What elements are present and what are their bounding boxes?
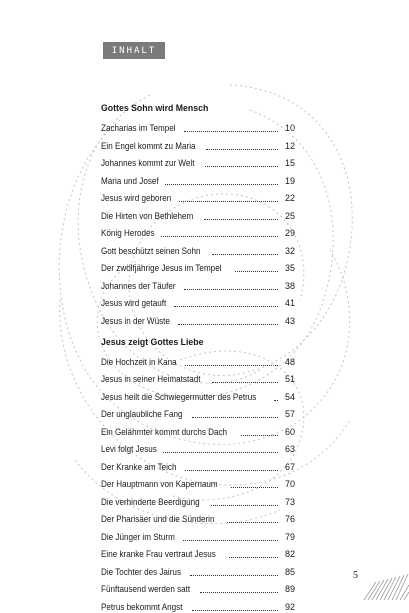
toc-entry-page: 38 (284, 280, 295, 291)
toc-entry[interactable] (101, 274, 295, 292)
toc-entry[interactable] (101, 169, 295, 187)
toc-entry[interactable] (101, 152, 295, 170)
toc-entry[interactable] (101, 490, 295, 508)
section-title: Jesus zeigt Gottes Liebe (101, 336, 204, 348)
toc-entry-title: Jesus in seiner Heimatstadt (101, 374, 201, 384)
toc-entry[interactable] (101, 222, 295, 240)
toc-entry[interactable] (101, 473, 295, 491)
toc-entry[interactable] (101, 292, 295, 310)
toc-entry-page: 41 (284, 298, 295, 308)
toc-entry-title: Johannes der Täufer (101, 280, 176, 291)
dot-leader (235, 271, 278, 272)
toc-entry-page: 12 (284, 140, 295, 151)
toc-entry-title: Der Kranke am Teich (101, 461, 177, 472)
hatch-corner-decoration (362, 568, 409, 600)
dot-leader (161, 236, 278, 237)
toc-entry-title: Die Hirten von Bethlehem (101, 210, 194, 221)
toc-entry[interactable] (101, 134, 295, 152)
toc-entry[interactable] (101, 368, 295, 386)
toc-entry-page: 54 (284, 391, 295, 402)
toc-entry-page: 35 (284, 263, 295, 273)
toc-entry[interactable] (101, 578, 295, 596)
section-title: Gottes Sohn wird Mensch (101, 103, 209, 114)
toc-entry-title: Der zwölfjährige Jesus im Tempel (101, 263, 222, 273)
toc-entry-title: Fünftausend werden satt (101, 584, 191, 594)
toc-entry-page: 48 (284, 356, 295, 367)
toc-entry-page: 51 (284, 374, 295, 384)
dot-leader (206, 149, 278, 150)
dot-leader (192, 417, 278, 418)
toc-entry-page: 43 (284, 315, 295, 326)
toc-entry-page: 70 (284, 479, 295, 489)
dot-leader (174, 306, 278, 307)
toc-entry-page: 67 (284, 461, 295, 472)
toc-entry-title: Johannes kommt zur Welt (101, 158, 195, 168)
toc-entry-title: Jesus in der Wüste (101, 315, 170, 326)
dot-leader (190, 575, 278, 576)
toc-entry[interactable] (101, 403, 295, 421)
toc-entry[interactable] (101, 525, 295, 543)
toc-entry-title: Die Jünger im Sturm (101, 531, 175, 542)
toc-entry-page: 82 (284, 549, 295, 559)
dot-leader (212, 254, 278, 255)
toc-entry[interactable] (101, 455, 295, 473)
toc-entry-page: 10 (284, 123, 295, 133)
toc-entry-page: 89 (284, 584, 295, 594)
toc-entry-title: Die Tochter des Jairus (101, 566, 181, 577)
toc-entry-page: 92 (284, 601, 295, 612)
dot-leader (183, 540, 278, 541)
toc-entry-title: Die verhinderte Beerdigung (101, 496, 200, 507)
toc-entry[interactable] (101, 560, 295, 578)
toc-entry[interactable] (101, 508, 295, 526)
toc-entry-page: 29 (284, 228, 295, 238)
dot-leader (204, 219, 278, 220)
toc-entry-page: 32 (284, 245, 295, 256)
toc-entry-title: Jesus heilt die Schwiegermutter des Petrus (101, 391, 257, 402)
toc-entry-title: Maria und Josef (101, 175, 159, 186)
dot-leader (241, 435, 278, 436)
dot-leader (227, 522, 278, 523)
toc-entry-page: 15 (284, 158, 295, 168)
toc-entry-title: Ein Engel kommt zu Maria (101, 140, 196, 151)
page-number: 5 (353, 570, 358, 581)
dot-leader (274, 400, 278, 401)
toc-entry-page: 76 (284, 514, 295, 524)
dot-leader (165, 184, 278, 185)
dot-leader (185, 365, 278, 366)
toc-entry[interactable] (101, 438, 295, 456)
toc-entry-title: Zacharias im Tempel (101, 123, 176, 133)
dot-leader (231, 487, 278, 488)
toc-entry-title: Ein Gelähmter kommt durchs Dach (101, 426, 228, 437)
contents-header-tab (103, 42, 165, 59)
dot-leader (185, 470, 278, 471)
toc-entry-page: 63 (284, 444, 295, 454)
toc-entry-page: 22 (284, 193, 295, 203)
toc-entry-title: Der Hauptmann von Kapernaum (101, 479, 218, 489)
dot-leader (184, 289, 278, 290)
toc-section-1 (101, 103, 295, 327)
toc-entry[interactable] (101, 543, 295, 561)
dot-leader (205, 166, 278, 167)
toc-entry-title: Gott beschützt seinen Sohn (101, 245, 201, 256)
toc-entry[interactable] (101, 309, 295, 327)
toc-entry-title: Levi folgt Jesus (101, 444, 157, 454)
toc-section-2 (101, 337, 295, 613)
toc-entry-page: 79 (284, 531, 295, 542)
dot-leader (178, 324, 278, 325)
toc-entry-page: 60 (284, 426, 295, 437)
toc-entry-title: Der unglaubliche Fang (101, 409, 183, 419)
toc-entry[interactable] (101, 350, 295, 368)
dot-leader (200, 592, 278, 593)
toc-entry-page: 57 (284, 409, 295, 419)
toc-entry[interactable] (101, 239, 295, 257)
toc-entry-page: 73 (284, 496, 295, 507)
toc-entry[interactable] (101, 257, 295, 275)
toc-entry-title: Petrus bekommt Angst (101, 601, 183, 612)
dot-leader (179, 201, 278, 202)
dot-leader (184, 131, 278, 132)
toc-entry[interactable] (101, 204, 295, 222)
toc-entry[interactable] (101, 420, 295, 438)
toc-entry-page: 19 (284, 175, 295, 186)
toc-entry[interactable] (101, 595, 295, 613)
toc-entry-page: 85 (284, 566, 295, 577)
dot-leader (229, 557, 278, 558)
dot-leader (212, 382, 278, 383)
dot-leader (211, 505, 278, 506)
contents-header-label: INHALT (111, 45, 157, 56)
toc-entry-title: Eine kranke Frau vertraut Jesus (101, 549, 216, 559)
toc-entry[interactable] (101, 385, 295, 403)
dot-leader (192, 610, 278, 611)
toc-entry[interactable] (101, 117, 295, 135)
section-gap (101, 327, 295, 337)
toc-entry[interactable] (101, 187, 295, 205)
toc-entry-title: Jesus wird getauft (101, 298, 167, 308)
toc-entry-page: 25 (284, 210, 295, 221)
toc-entry-title: Der Pharisäer und die Sünderin (101, 514, 215, 524)
toc-entry-title: Jesus wird geboren (101, 193, 172, 203)
dot-leader (163, 452, 278, 453)
toc-entry-title: Die Hochzeit in Kana (101, 356, 177, 367)
toc-entry-title: König Herodes (101, 228, 155, 238)
table-of-contents (101, 103, 295, 613)
